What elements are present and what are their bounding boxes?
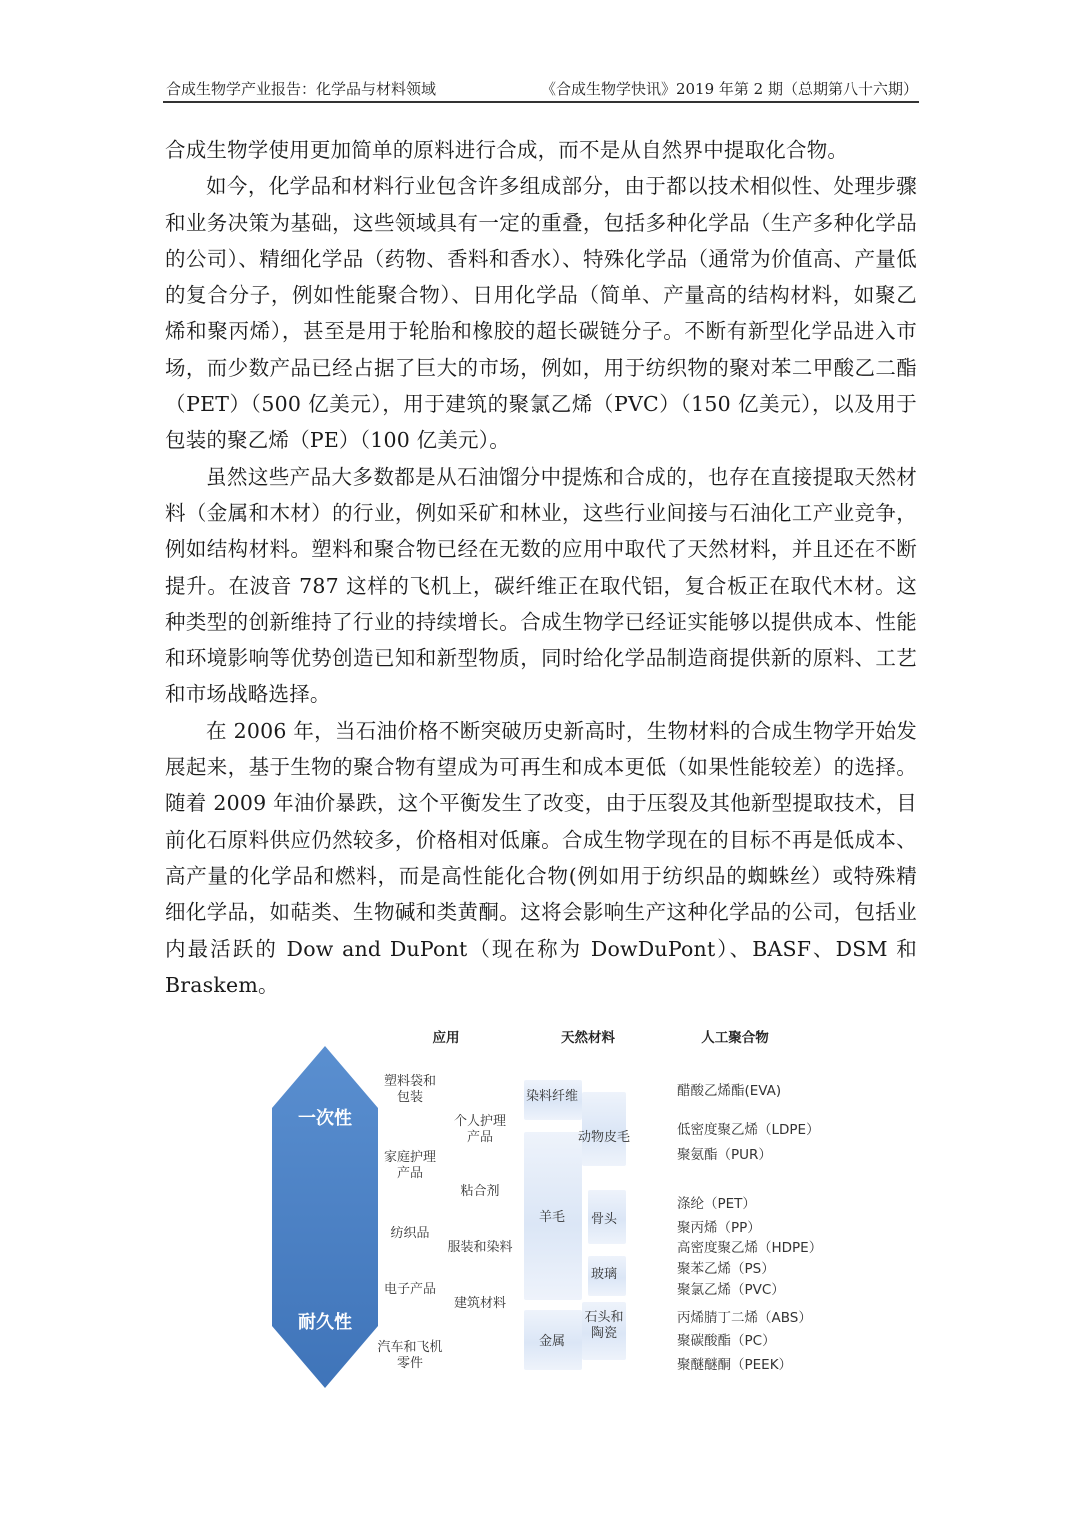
- header-issue-info: 《合成生物学快讯》2019 年第 2 期（总期第八十六期）: [540, 80, 918, 98]
- polymer-item: 聚醚醚酮（PEEK）: [677, 1357, 793, 1373]
- header-synthetic-polymers: 人工聚合物: [701, 1030, 769, 1046]
- polymer-item: 涤纶（PET）: [677, 1196, 756, 1212]
- header-divider: [163, 101, 919, 103]
- polymer-item: 聚碳酸酯（PC）: [677, 1333, 776, 1349]
- application-item: 个人护理 产品: [453, 1114, 506, 1145]
- materials-figure: [270, 1020, 830, 1400]
- application-item: 塑料袋和 包装: [383, 1074, 436, 1105]
- paragraph: 如今，化学品和材料行业包含许多组成部分，由于都以技术相似性、处理步骤和业务决策为基础，这些领域具有一定的重叠，包括多种化学品（生产多种化学品的公司）、精细化学品（药物、香料和香水）、特殊化学品（通常为价值高、产量低的复合分子，例如性能聚合物）、日用化学品（简单、产量高的结构材料，如聚乙烯和聚丙烯），甚至是用于轮胎和橡胶的超长碳链分子。不断有新型化学品进入市场，而少数产品已经占据了巨大的市场，例如，用于纺织物的聚对苯二甲酸乙二酯（PET）（500 亿美元），用于建筑的聚氯乙烯（PVC）（150 亿美元），以及用于包装的聚乙烯（PE）（100 亿美元）。: [165, 174, 917, 453]
- application-item: 粘合剂: [460, 1184, 500, 1199]
- application-item: 建筑材料: [453, 1296, 506, 1311]
- natural-item: 玻璃: [590, 1267, 617, 1282]
- polymer-item: 聚氯乙烯（PVC）: [677, 1282, 785, 1298]
- polymer-item: 醋酸乙烯酯(EVA): [677, 1083, 782, 1099]
- polymer-item: 聚丙烯（PP）: [677, 1220, 761, 1236]
- column-bg: [582, 1092, 626, 1166]
- polymer-item: 高密度聚乙烯（HDPE）: [677, 1240, 823, 1256]
- header-report-title: 合成生物学产业报告：化学品与材料领域: [166, 80, 437, 98]
- label-durable: 耐久性: [298, 1312, 352, 1333]
- natural-item: 金属: [538, 1334, 565, 1349]
- disposable-durable-arrow: [272, 1046, 378, 1388]
- polymer-item: 丙烯腈丁二烯（ABS）: [677, 1310, 812, 1326]
- paragraph: 在 2006 年，当石油价格不断突破历史新高时，生物材料的合成生物学开始发展起来，基于生物的聚合物有望成为可再生和成本更低（如果性能较差）的选择。随着 2009 年油价暴跌，这个平衡发生了改变，由于压裂及其他新型提取技术，目前化石原料供应仍然较多，价格相对低廉。合成生物学现在的目标不再是低成本、高产量的化学品和燃料，而是高性能化合物(例如用于纺织品的蜘蛛丝）或特殊精细化学品，如萜类、生物碱和类黄酮。这将会影响生产这种化学品的公司，包括业内最活跃的 Dow and DuPont（现在称为 DowDuPont）、BASF、DSM 和 Braskem。: [165, 718, 917, 997]
- natural-item: 骨头: [590, 1212, 617, 1227]
- paragraph: 合成生物学使用更加简单的原料进行合成，而不是从自然界中提取化合物。: [165, 138, 849, 162]
- application-item: 汽车和飞机 零件: [377, 1340, 443, 1371]
- natural-item: 羊毛: [538, 1210, 565, 1225]
- application-item: 纺织品: [390, 1226, 430, 1241]
- body-text: [165, 132, 917, 1003]
- application-item: 服装和染料: [447, 1240, 513, 1255]
- polymer-item: 低密度聚乙烯（LDPE）: [677, 1122, 820, 1138]
- application-item: 电子产品: [383, 1282, 436, 1297]
- natural-item: 石头和 陶瓷: [584, 1310, 624, 1341]
- polymer-item: 聚氨酯（PUR）: [677, 1147, 772, 1163]
- natural-item: 动物皮毛: [577, 1130, 630, 1145]
- header-natural-materials: 天然材料: [561, 1030, 615, 1046]
- polymer-item: 聚苯乙烯（PS）: [677, 1261, 775, 1277]
- natural-item: 染料纤维: [525, 1089, 578, 1104]
- application-item: 家庭护理 产品: [383, 1150, 436, 1181]
- header-applications: 应用: [432, 1030, 460, 1046]
- paragraph: 虽然这些产品大多数都是从石油馏分中提炼和合成的，也存在直接提取天然材料（金属和木材）的行业，例如采矿和林业，这些行业间接与石油化工产业竞争，例如结构材料。塑料和聚合物已经在无数的应用中取代了天然材料，并且还在不断提升。在波音 787 这样的飞机上，碳纤维正在取代铝，复合板正在取代木材。这种类型的创新维持了行业的持续增长。合成生物学已经证实能够以提供成本、性能和环境影响等优势创造已知和新型物质，同时给化学品制造商提供新的原料、工艺和市场战略选择。: [165, 464, 917, 707]
- label-disposable: 一次性: [298, 1108, 352, 1129]
